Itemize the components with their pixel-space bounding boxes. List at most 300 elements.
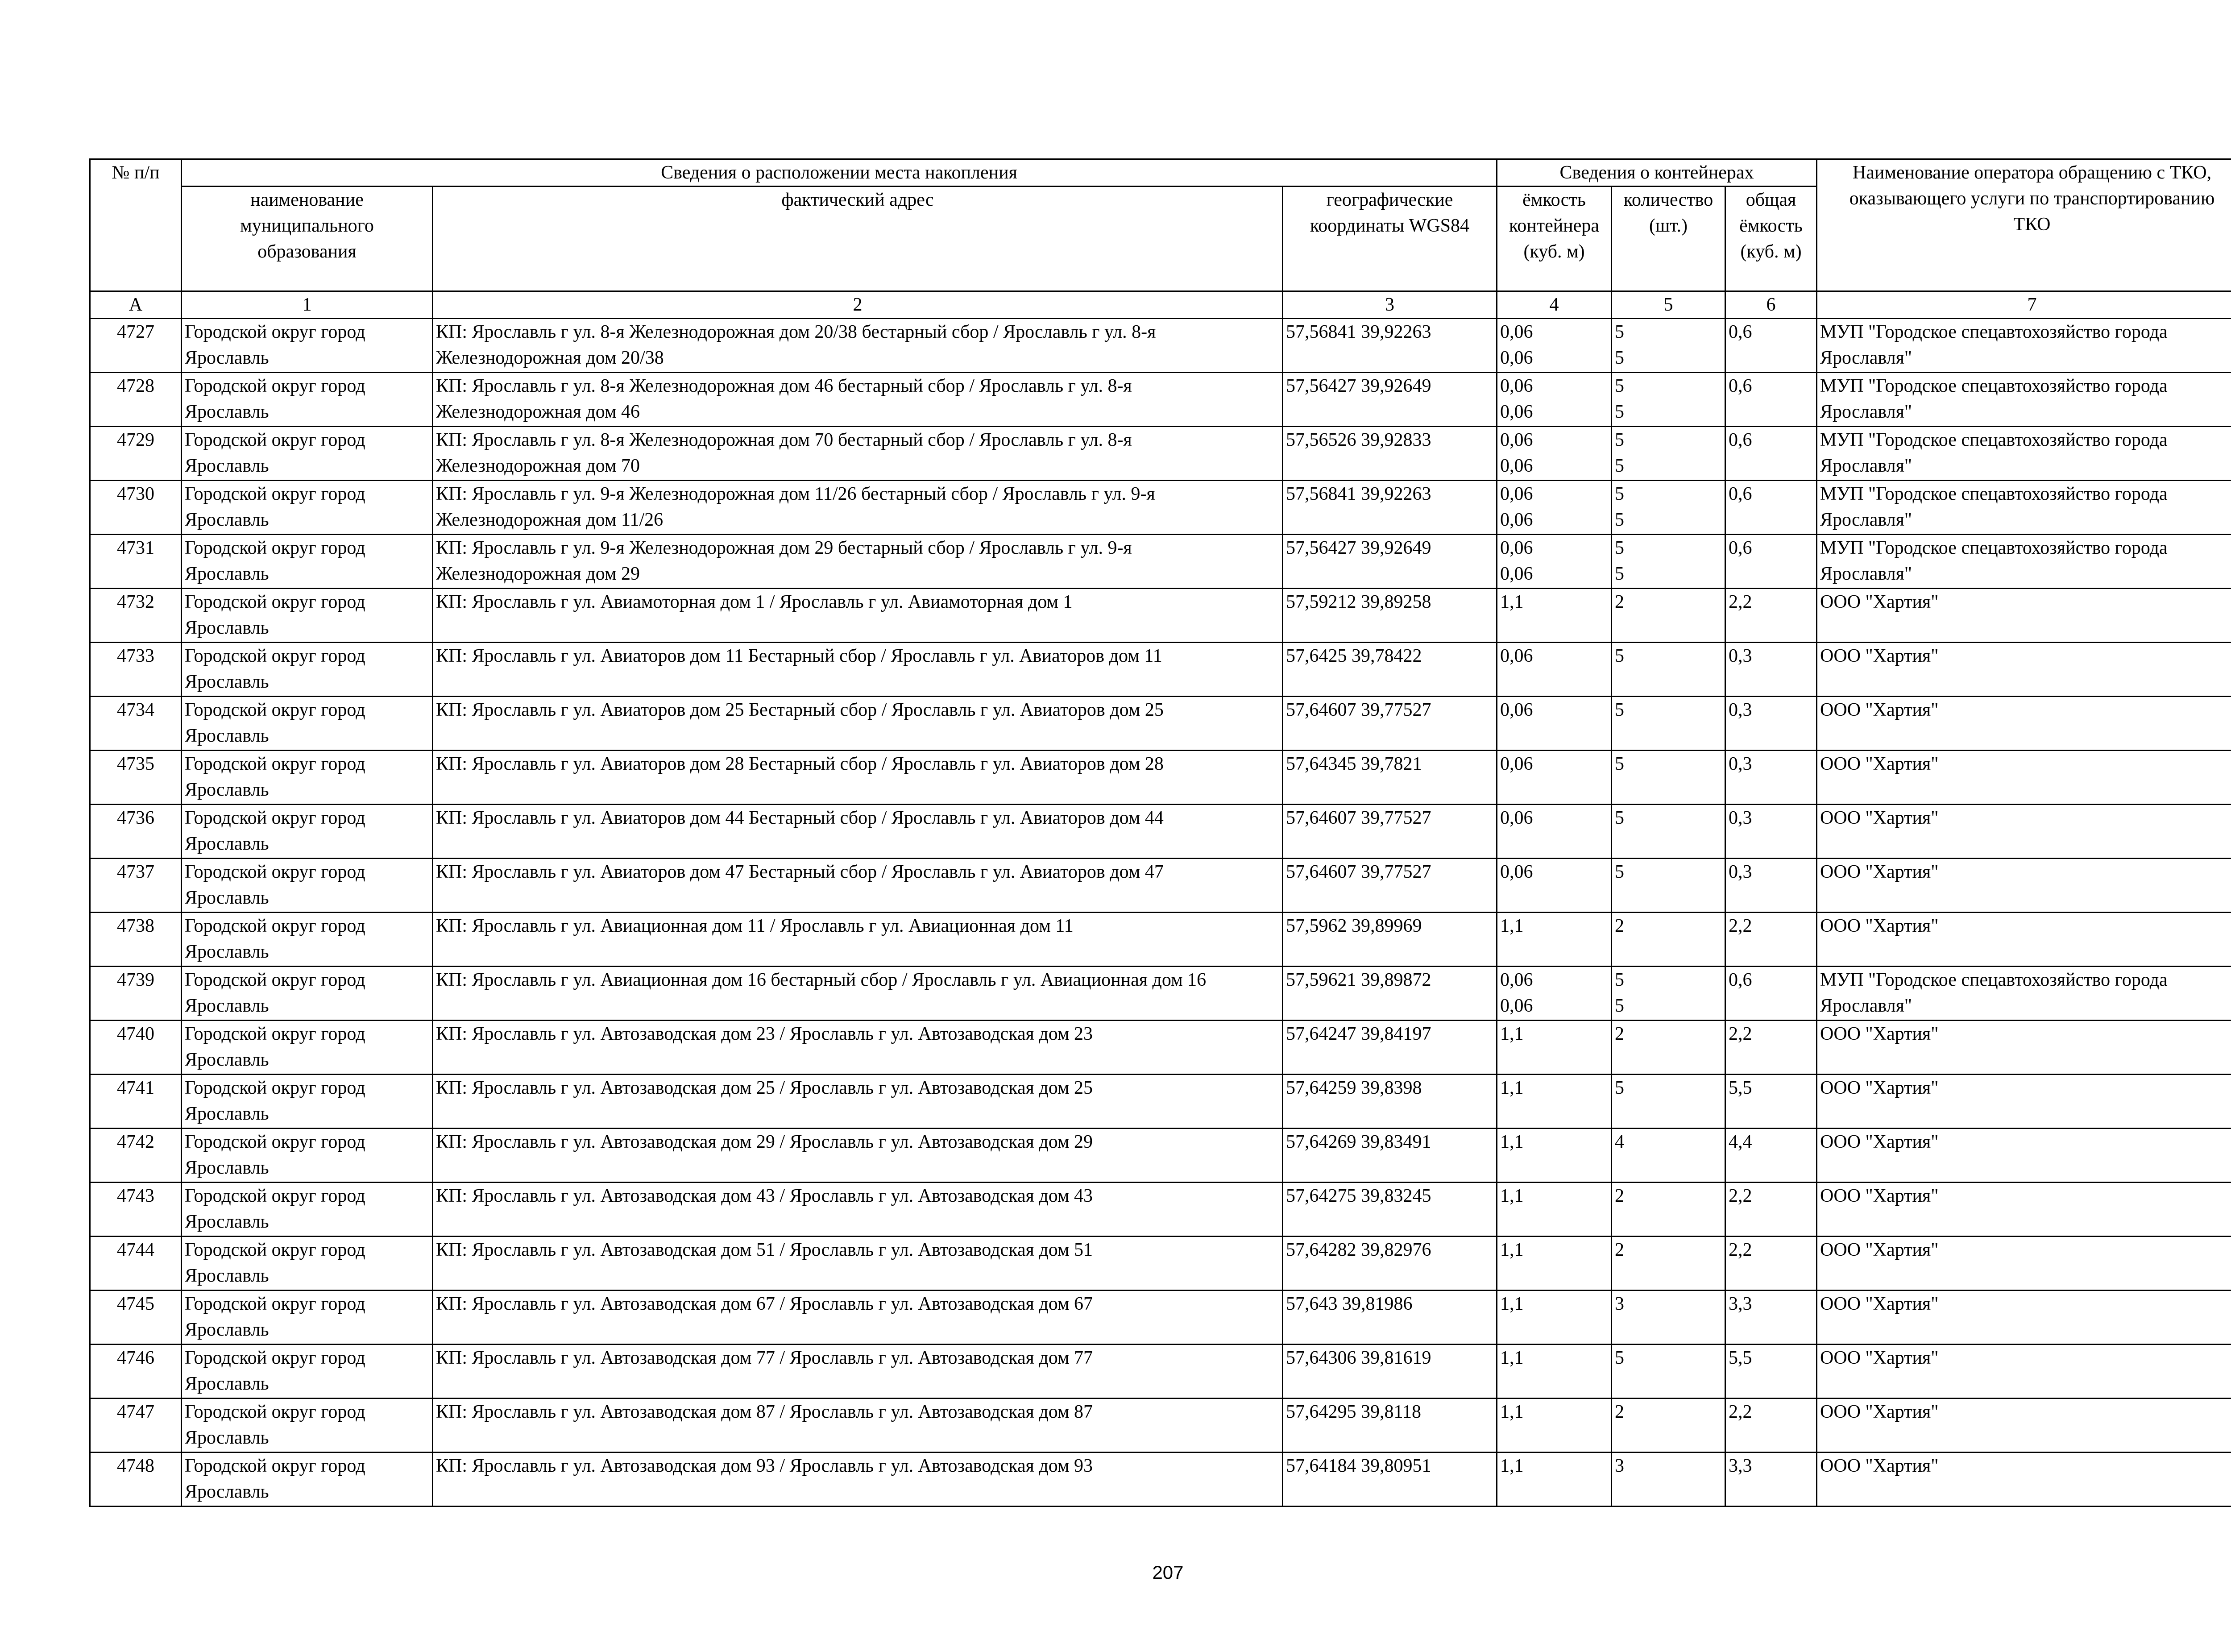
cell-address-line: Железнодорожная дом 46: [436, 402, 640, 422]
cell-coords-line: 57,56427 39,92649: [1286, 538, 1431, 558]
cell-num: [90, 805, 182, 859]
cell-coords: [1283, 1021, 1497, 1075]
cell-num-line: 4738: [117, 916, 154, 936]
table-row: [90, 1129, 2231, 1183]
cell-coords-line: 57,643 39,81986: [1286, 1294, 1413, 1314]
cell-capacity-line: 1,1: [1500, 1348, 1524, 1368]
cell-total: [1725, 1075, 1817, 1129]
cell-num: [90, 913, 182, 967]
cell-address: [433, 589, 1283, 643]
cell-total-line: 4,4: [1729, 1132, 1752, 1152]
cell-quantity: [1612, 643, 1725, 697]
column-code: 1: [182, 291, 433, 319]
cell-capacity: [1497, 535, 1612, 589]
column-code: А: [90, 291, 182, 319]
cell-municipality: [182, 913, 433, 967]
cell-total: [1725, 913, 1817, 967]
column-code: 6: [1725, 291, 1817, 319]
cell-total-line: 2,2: [1729, 1240, 1752, 1260]
cell-quantity-line: 5: [1615, 376, 1625, 396]
cell-operator-line: МУП "Городское спецавтохозяйство города: [1820, 322, 2168, 342]
cell-address-line: КП: Ярославль г ул. Автозаводская дом 77 / Ярославль г ул. Автозаводская дом 77: [436, 1348, 1093, 1368]
cell-coords: [1283, 427, 1497, 481]
table-row: [90, 1453, 2231, 1507]
cell-capacity-line: 0,06: [1500, 456, 1533, 476]
cell-quantity: [1612, 373, 1725, 427]
cell-operator: [1817, 697, 2231, 751]
cell-municipality: [182, 1453, 433, 1507]
cell-capacity-line: 0,06: [1500, 376, 1533, 396]
cell-municipality: [182, 1183, 433, 1237]
cell-total-line: 0,6: [1729, 430, 1752, 450]
cell-capacity: [1497, 589, 1612, 643]
cell-operator-line: ООО "Хартия": [1820, 1402, 1939, 1422]
cell-municipality: [182, 373, 433, 427]
header-quantity-line: (шт.): [1649, 216, 1688, 236]
cell-total-line: 0,3: [1729, 754, 1752, 774]
cell-address: [433, 1291, 1283, 1345]
header-operator: [1817, 159, 2231, 291]
cell-operator: [1817, 427, 2231, 481]
cell-municipality-line: Ярославль: [185, 1266, 269, 1286]
cell-total: [1725, 1399, 1817, 1453]
table-row: [90, 913, 2231, 967]
cell-municipality-line: Городской округ город: [185, 322, 365, 342]
cell-capacity-line: 1,1: [1500, 1240, 1524, 1260]
cell-coords-line: 57,56427 39,92649: [1286, 376, 1431, 396]
cell-coords: [1283, 1129, 1497, 1183]
cell-operator: [1817, 319, 2231, 373]
cell-quantity: [1612, 1075, 1725, 1129]
cell-capacity-line: 0,06: [1500, 996, 1533, 1016]
cell-operator: [1817, 1399, 2231, 1453]
cell-municipality-line: Ярославль: [185, 564, 269, 584]
cell-quantity: [1612, 859, 1725, 913]
cell-municipality: [182, 1021, 433, 1075]
cell-total-line: 2,2: [1729, 1402, 1752, 1422]
table-row: [90, 1183, 2231, 1237]
cell-quantity: [1612, 967, 1725, 1021]
registry-rows: [90, 319, 2231, 1507]
cell-capacity-line: 0,06: [1500, 402, 1533, 422]
cell-capacity: [1497, 1345, 1612, 1399]
cell-address-line: Железнодорожная дом 29: [436, 564, 640, 584]
cell-num-line: 4731: [117, 538, 154, 558]
cell-municipality-line: Городской округ город: [185, 1024, 365, 1044]
cell-coords-line: 57,56841 39,92263: [1286, 322, 1431, 342]
cell-coords: [1283, 859, 1497, 913]
cell-operator: [1817, 481, 2231, 535]
cell-municipality-line: Ярославль: [185, 618, 269, 638]
table-row: [90, 859, 2231, 913]
table-row: [90, 1345, 2231, 1399]
cell-quantity-line: 4: [1615, 1132, 1625, 1152]
cell-municipality-line: Городской округ город: [185, 430, 365, 450]
cell-coords: [1283, 1453, 1497, 1507]
cell-operator: [1817, 1345, 2231, 1399]
cell-num-line: 4734: [117, 700, 154, 720]
cell-quantity-line: 5: [1615, 808, 1625, 828]
cell-quantity-line: 2: [1615, 1186, 1625, 1206]
cell-operator: [1817, 805, 2231, 859]
header-row-groups: [90, 159, 2231, 187]
header-address: фактический адрес: [433, 187, 1283, 291]
cell-total: [1725, 427, 1817, 481]
header-num: № п/п: [90, 159, 182, 291]
cell-address: [433, 1237, 1283, 1291]
cell-quantity: [1612, 1291, 1725, 1345]
cell-coords-line: 57,64184 39,80951: [1286, 1456, 1431, 1476]
cell-num-line: 4744: [117, 1240, 154, 1260]
cell-total-line: 0,3: [1729, 862, 1752, 882]
cell-coords-line: 57,64282 39,82976: [1286, 1240, 1431, 1260]
header-coords: [1283, 187, 1497, 291]
cell-coords: [1283, 805, 1497, 859]
cell-num: [90, 319, 182, 373]
cell-coords: [1283, 1075, 1497, 1129]
cell-quantity-line: 2: [1615, 1240, 1625, 1260]
cell-address: [433, 697, 1283, 751]
cell-address-line: КП: Ярославль г ул. Авиационная дом 11 / Ярославль г ул. Авиационная дом 11: [436, 916, 1074, 936]
cell-address-line: КП: Ярославль г ул. Автозаводская дом 25 / Ярославль г ул. Автозаводская дом 25: [436, 1078, 1093, 1098]
cell-municipality-line: Городской округ город: [185, 970, 365, 990]
cell-capacity-line: 0,06: [1500, 510, 1533, 530]
cell-coords-line: 57,56526 39,92833: [1286, 430, 1431, 450]
cell-municipality-line: Ярославль: [185, 1482, 269, 1502]
cell-quantity-line: 5: [1615, 402, 1625, 422]
cell-municipality-line: Ярославль: [185, 348, 269, 368]
cell-operator: [1817, 1075, 2231, 1129]
cell-municipality-line: Городской округ город: [185, 1078, 365, 1098]
table-row: [90, 967, 2231, 1021]
cell-municipality-line: Городской округ город: [185, 862, 365, 882]
header-municipality-line: наименование: [250, 190, 364, 210]
cell-quantity: [1612, 481, 1725, 535]
cell-address-line: КП: Ярославль г ул. Автозаводская дом 67 / Ярославль г ул. Автозаводская дом 67: [436, 1294, 1093, 1314]
cell-num-line: 4747: [117, 1402, 154, 1422]
cell-total: [1725, 805, 1817, 859]
cell-capacity-line: 0,06: [1500, 646, 1533, 666]
cell-municipality-line: Городской округ город: [185, 1348, 365, 1368]
cell-capacity: [1497, 373, 1612, 427]
cell-address: [433, 1453, 1283, 1507]
cell-num: [90, 1183, 182, 1237]
cell-quantity-line: 5: [1615, 510, 1625, 530]
cell-coords: [1283, 697, 1497, 751]
cell-coords: [1283, 1399, 1497, 1453]
cell-capacity-line: 1,1: [1500, 1078, 1524, 1098]
header-operator-line: оказывающего услуги по транспортированию: [1849, 188, 2215, 209]
cell-capacity: [1497, 1237, 1612, 1291]
header-capacity: [1497, 187, 1612, 291]
header-location-group: Сведения о расположении места накопления: [182, 159, 1497, 187]
cell-total-line: 0,3: [1729, 700, 1752, 720]
cell-quantity-line: 5: [1615, 646, 1625, 666]
cell-capacity: [1497, 1453, 1612, 1507]
cell-capacity: [1497, 697, 1612, 751]
cell-municipality-line: Городской округ город: [185, 484, 365, 504]
cell-coords-line: 57,64607 39,77527: [1286, 862, 1431, 882]
cell-quantity: [1612, 1183, 1725, 1237]
cell-municipality-line: Ярославль: [185, 1158, 269, 1178]
cell-quantity-line: 2: [1615, 916, 1625, 936]
cell-quantity-line: 5: [1615, 754, 1625, 774]
cell-total-line: 2,2: [1729, 592, 1752, 612]
table-row: [90, 1021, 2231, 1075]
cell-quantity-line: 5: [1615, 996, 1625, 1016]
cell-total-line: 5,5: [1729, 1348, 1752, 1368]
cell-capacity-line: 0,06: [1500, 348, 1533, 368]
cell-municipality-line: Ярославль: [185, 1428, 269, 1448]
cell-municipality-line: Ярославль: [185, 1050, 269, 1070]
column-code: 7: [1817, 291, 2231, 319]
header-coords-line: координаты WGS84: [1310, 216, 1470, 236]
cell-operator: [1817, 751, 2231, 805]
cell-capacity: [1497, 967, 1612, 1021]
cell-coords: [1283, 913, 1497, 967]
cell-municipality-line: Городской округ город: [185, 1186, 365, 1206]
cell-num-line: 4745: [117, 1294, 154, 1314]
cell-municipality-line: Ярославль: [185, 510, 269, 530]
column-code: 2: [433, 291, 1283, 319]
cell-capacity-line: 1,1: [1500, 1294, 1524, 1314]
cell-quantity-line: 2: [1615, 1024, 1625, 1044]
cell-municipality-line: Городской округ город: [185, 1132, 365, 1152]
cell-total-line: 3,3: [1729, 1294, 1752, 1314]
cell-num: [90, 967, 182, 1021]
cell-address-line: КП: Ярославль г ул. Автозаводская дом 29 / Ярославль г ул. Автозаводская дом 29: [436, 1132, 1093, 1152]
table-row: [90, 643, 2231, 697]
cell-operator-line: ООО "Хартия": [1820, 862, 1939, 882]
cell-num-line: 4736: [117, 808, 154, 828]
cell-municipality-line: Городской округ город: [185, 808, 365, 828]
cell-address: [433, 967, 1283, 1021]
cell-address-line: КП: Ярославль г ул. Авиаторов дом 44 Бестарный сбор / Ярославль г ул. Авиаторов дом 44: [436, 808, 1164, 828]
cell-address-line: КП: Ярославль г ул. Автозаводская дом 43 / Ярославль г ул. Автозаводская дом 43: [436, 1186, 1093, 1206]
cell-address: [433, 1183, 1283, 1237]
cell-quantity: [1612, 1453, 1725, 1507]
cell-capacity-line: 1,1: [1500, 1456, 1524, 1476]
cell-total: [1725, 1237, 1817, 1291]
cell-total-line: 2,2: [1729, 1186, 1752, 1206]
cell-operator-line: ООО "Хартия": [1820, 1024, 1939, 1044]
cell-quantity-line: 2: [1615, 592, 1625, 612]
cell-municipality-line: Городской округ город: [185, 538, 365, 558]
cell-coords: [1283, 535, 1497, 589]
cell-num: [90, 1345, 182, 1399]
cell-capacity-line: 1,1: [1500, 1024, 1524, 1044]
cell-num: [90, 589, 182, 643]
cell-operator-line: ООО "Хартия": [1820, 1348, 1939, 1368]
cell-operator-line: ООО "Хартия": [1820, 1294, 1939, 1314]
cell-operator-line: МУП "Городское спецавтохозяйство города: [1820, 484, 2168, 504]
cell-capacity-line: 0,06: [1500, 970, 1533, 990]
cell-capacity: [1497, 1183, 1612, 1237]
table-row: [90, 1399, 2231, 1453]
cell-address: [433, 1345, 1283, 1399]
cell-quantity-line: 5: [1615, 348, 1625, 368]
cell-address-line: КП: Ярославль г ул. 9-я Железнодорожная дом 29 бестарный сбор / Ярославль г ул. 9-я: [436, 538, 1132, 558]
cell-address: [433, 859, 1283, 913]
cell-municipality-line: Городской округ город: [185, 646, 365, 666]
cell-num-line: 4737: [117, 862, 154, 882]
cell-total: [1725, 373, 1817, 427]
cell-coords-line: 57,59621 39,89872: [1286, 970, 1431, 990]
cell-capacity: [1497, 805, 1612, 859]
header-capacity-line: (куб. м): [1523, 241, 1585, 262]
cell-municipality: [182, 751, 433, 805]
cell-num-line: 4729: [117, 430, 154, 450]
cell-num: [90, 1129, 182, 1183]
cell-capacity-line: 0,06: [1500, 430, 1533, 450]
cell-total-line: 0,6: [1729, 376, 1752, 396]
cell-capacity-line: 1,1: [1500, 1186, 1524, 1206]
cell-coords: [1283, 1183, 1497, 1237]
cell-address-line: КП: Ярославль г ул. 8-я Железнодорожная дом 70 бестарный сбор / Ярославль г ул. 8-я: [436, 430, 1132, 450]
table-row: [90, 319, 2231, 373]
header-total-line: (куб. м): [1740, 241, 1802, 262]
cell-num-line: 4732: [117, 592, 154, 612]
cell-capacity-line: 0,06: [1500, 322, 1533, 342]
cell-address: [433, 319, 1283, 373]
registry-table: [89, 158, 2231, 1507]
cell-capacity-line: 1,1: [1500, 592, 1524, 612]
cell-municipality: [182, 319, 433, 373]
cell-num-line: 4743: [117, 1186, 154, 1206]
cell-quantity-line: 5: [1615, 456, 1625, 476]
cell-municipality: [182, 1291, 433, 1345]
cell-municipality-line: Ярославль: [185, 726, 269, 746]
cell-capacity: [1497, 1399, 1612, 1453]
cell-municipality-line: Ярославль: [185, 402, 269, 422]
cell-municipality-line: Городской округ город: [185, 754, 365, 774]
header-municipality-line: муниципального: [240, 216, 374, 236]
cell-municipality-line: Ярославль: [185, 672, 269, 692]
table-row: [90, 535, 2231, 589]
cell-num: [90, 535, 182, 589]
cell-capacity-line: 0,06: [1500, 538, 1533, 558]
cell-num-line: 4727: [117, 322, 154, 342]
column-code: 3: [1283, 291, 1497, 319]
cell-total-line: 0,6: [1729, 322, 1752, 342]
cell-quantity: [1612, 427, 1725, 481]
cell-operator: [1817, 1453, 2231, 1507]
cell-quantity-line: 5: [1615, 538, 1625, 558]
cell-num-line: 4746: [117, 1348, 154, 1368]
cell-quantity: [1612, 1399, 1725, 1453]
cell-municipality-line: Ярославль: [185, 996, 269, 1016]
cell-coords-line: 57,64259 39,8398: [1286, 1078, 1422, 1098]
cell-total: [1725, 535, 1817, 589]
cell-coords: [1283, 319, 1497, 373]
column-code: 5: [1612, 291, 1725, 319]
table-row: [90, 373, 2231, 427]
cell-municipality-line: Ярославль: [185, 780, 269, 800]
cell-municipality-line: Городской округ город: [185, 1240, 365, 1260]
cell-capacity-line: 1,1: [1500, 1132, 1524, 1152]
cell-total: [1725, 697, 1817, 751]
cell-operator-line: ООО "Хартия": [1820, 1240, 1939, 1260]
cell-operator: [1817, 1021, 2231, 1075]
cell-address: [433, 643, 1283, 697]
cell-municipality-line: Ярославль: [185, 834, 269, 854]
cell-operator-line: ООО "Хартия": [1820, 700, 1939, 720]
cell-coords-line: 57,64247 39,84197: [1286, 1024, 1431, 1044]
table-row: [90, 1075, 2231, 1129]
cell-coords-line: 57,56841 39,92263: [1286, 484, 1431, 504]
cell-municipality-line: Городской округ город: [185, 916, 365, 936]
cell-municipality: [182, 589, 433, 643]
cell-num: [90, 1453, 182, 1507]
cell-municipality-line: Городской округ город: [185, 1402, 365, 1422]
cell-operator-line: ООО "Хартия": [1820, 592, 1939, 612]
cell-operator: [1817, 859, 2231, 913]
cell-municipality-line: Городской округ город: [185, 376, 365, 396]
cell-total: [1725, 1183, 1817, 1237]
cell-operator: [1817, 643, 2231, 697]
cell-address-line: Железнодорожная дом 11/26: [436, 510, 663, 530]
cell-quantity: [1612, 589, 1725, 643]
cell-coords-line: 57,64607 39,77527: [1286, 808, 1431, 828]
cell-quantity: [1612, 535, 1725, 589]
table-row: [90, 751, 2231, 805]
cell-coords: [1283, 589, 1497, 643]
cell-address: [433, 805, 1283, 859]
table-row: [90, 427, 2231, 481]
cell-municipality: [182, 967, 433, 1021]
cell-coords-line: 57,64275 39,83245: [1286, 1186, 1431, 1206]
cell-operator-line: МУП "Городское спецавтохозяйство города: [1820, 970, 2168, 990]
cell-total-line: 0,6: [1729, 970, 1752, 990]
cell-operator-line: Ярославля": [1820, 348, 1912, 368]
cell-total-line: 5,5: [1729, 1078, 1752, 1098]
cell-coords-line: 57,64607 39,77527: [1286, 700, 1431, 720]
header-capacity-line: контейнера: [1509, 216, 1600, 236]
cell-num: [90, 751, 182, 805]
cell-operator: [1817, 589, 2231, 643]
cell-capacity: [1497, 751, 1612, 805]
cell-num-line: 4740: [117, 1024, 154, 1044]
cell-total: [1725, 643, 1817, 697]
cell-num-line: 4733: [117, 646, 154, 666]
cell-coords-line: 57,64269 39,83491: [1286, 1132, 1431, 1152]
cell-operator-line: ООО "Хартия": [1820, 646, 1939, 666]
cell-capacity-line: 0,06: [1500, 808, 1533, 828]
cell-coords-line: 57,64306 39,81619: [1286, 1348, 1431, 1368]
cell-num: [90, 859, 182, 913]
header-capacity-line: ёмкость: [1522, 190, 1586, 210]
cell-quantity: [1612, 805, 1725, 859]
cell-quantity: [1612, 1129, 1725, 1183]
cell-num-line: 4730: [117, 484, 154, 504]
cell-total: [1725, 1453, 1817, 1507]
cell-address: [433, 1399, 1283, 1453]
cell-total: [1725, 319, 1817, 373]
cell-num: [90, 1399, 182, 1453]
cell-capacity: [1497, 1291, 1612, 1345]
cell-operator-line: Ярославля": [1820, 996, 1912, 1016]
cell-coords: [1283, 1345, 1497, 1399]
header-operator-line: ТКО: [2013, 214, 2051, 235]
cell-municipality: [182, 1075, 433, 1129]
cell-capacity: [1497, 643, 1612, 697]
cell-municipality: [182, 1345, 433, 1399]
cell-operator: [1817, 1291, 2231, 1345]
cell-operator-line: ООО "Хартия": [1820, 754, 1939, 774]
cell-address-line: КП: Ярославль г ул. Авиамоторная дом 1 / Ярославль г ул. Авиамоторная дом 1: [436, 592, 1073, 612]
cell-address-line: КП: Ярославль г ул. Авиаторов дом 28 Бестарный сбор / Ярославль г ул. Авиаторов дом 28: [436, 754, 1164, 774]
cell-quantity-line: 5: [1615, 700, 1625, 720]
